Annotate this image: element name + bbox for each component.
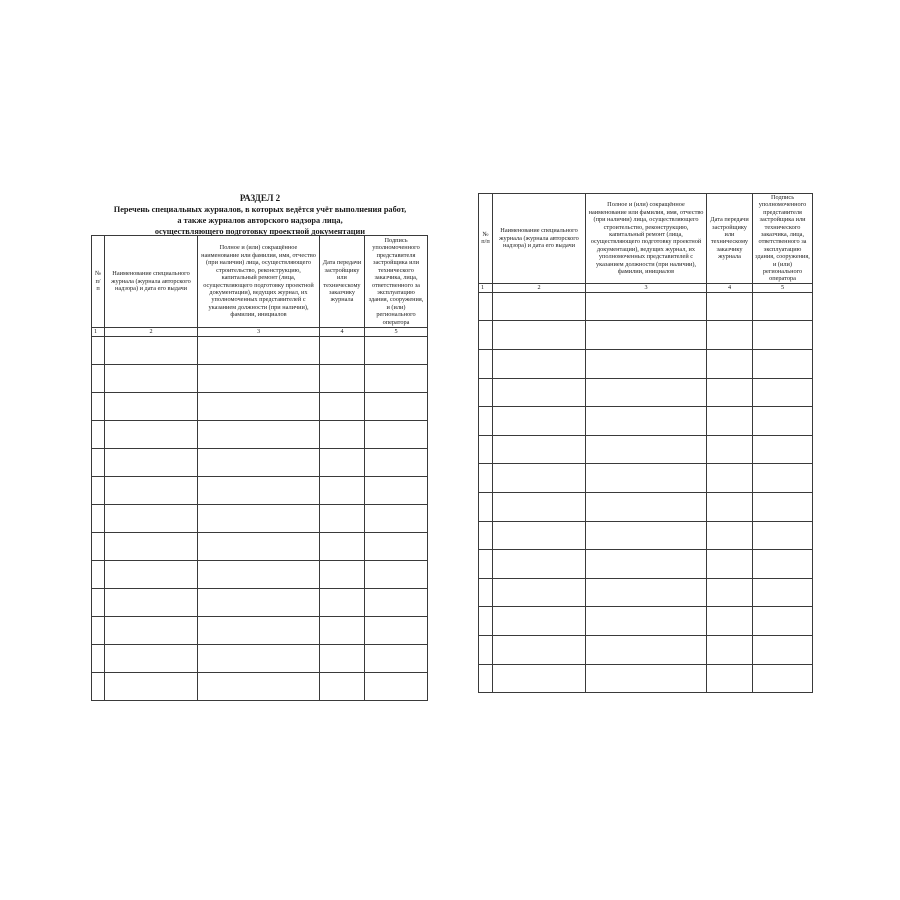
empty-cell: [479, 464, 493, 493]
table-row: [92, 673, 428, 701]
empty-cell: [707, 521, 753, 550]
empty-cell: [365, 449, 428, 477]
caption-line-1: Перечень специальных журналов, в которых ведётся учёт выполнения работ,: [113, 205, 407, 214]
empty-cell: [320, 477, 365, 505]
empty-cell: [493, 350, 586, 379]
empty-cell: [707, 378, 753, 407]
table-row: [479, 521, 813, 550]
empty-cell: [365, 533, 428, 561]
column-number-1: 1: [92, 328, 105, 337]
column-number-5: 5: [753, 283, 813, 292]
empty-cell: [586, 378, 707, 407]
empty-cell: [753, 350, 813, 379]
empty-cell: [753, 378, 813, 407]
empty-cell: [365, 673, 428, 701]
empty-cell: [198, 561, 320, 589]
table-row: [479, 578, 813, 607]
column-header-transfer-date: Дата передачи застройщику или техническому заказчику журнала: [320, 236, 365, 328]
empty-cell: [92, 337, 105, 365]
empty-cell: [92, 561, 105, 589]
empty-cell: [105, 533, 198, 561]
empty-cell: [320, 337, 365, 365]
empty-cell: [320, 393, 365, 421]
empty-cell: [493, 464, 586, 493]
empty-cell: [198, 505, 320, 533]
empty-cell: [493, 578, 586, 607]
table-row: [92, 505, 428, 533]
empty-cell: [707, 664, 753, 693]
empty-cell: [105, 365, 198, 393]
table-row: [479, 550, 813, 579]
empty-cell: [105, 589, 198, 617]
empty-cell: [707, 350, 753, 379]
column-header-responsible-person: Полное и (или) сокращённое наименование или фамилия, имя, отчество (при наличии) лица, осуществляющего строительство, реконструкцию, капитальный ремонт (лица, осуществляющего подготовку проектной документации), ведущих журнал, их уполномоченных представителей с указанием должности (при наличии), фамилии, инициалов: [198, 236, 320, 328]
table-row: [92, 561, 428, 589]
empty-cell: [365, 505, 428, 533]
column-header-transfer-date: Дата передачи застройщику или техническому заказчику журнала: [707, 194, 753, 284]
empty-cell: [586, 550, 707, 579]
empty-cell: [365, 617, 428, 645]
empty-cell: [479, 664, 493, 693]
empty-cell: [479, 435, 493, 464]
column-number-4: 4: [320, 328, 365, 337]
empty-cell: [753, 435, 813, 464]
empty-cell: [92, 589, 105, 617]
empty-cell: [707, 292, 753, 321]
empty-cell: [707, 578, 753, 607]
empty-cell: [320, 673, 365, 701]
empty-cell: [493, 292, 586, 321]
table-row: [479, 435, 813, 464]
empty-cell: [753, 407, 813, 436]
empty-cell: [707, 493, 753, 522]
column-header-number: № п/п: [92, 236, 105, 328]
empty-cell: [493, 550, 586, 579]
empty-cell: [479, 578, 493, 607]
table-row: [479, 493, 813, 522]
column-header-journal-name: Наименование специального журнала (журнала авторского надзора) и дата его выдачи: [493, 194, 586, 284]
empty-cell: [320, 561, 365, 589]
empty-cell: [320, 421, 365, 449]
empty-cell: [479, 636, 493, 665]
empty-cell: [479, 350, 493, 379]
empty-cell: [92, 449, 105, 477]
empty-cell: [479, 607, 493, 636]
empty-cell: [198, 421, 320, 449]
empty-cell: [92, 365, 105, 393]
empty-cell: [92, 505, 105, 533]
empty-cell: [198, 393, 320, 421]
table-row: [92, 589, 428, 617]
table-row: [479, 636, 813, 665]
column-header-signature: Подпись уполномоченного представителя застройщика или технического заказчика, лица, ответственного за эксплуатацию здания, сооружения, и (или) регионального оператора: [365, 236, 428, 328]
table-row: [92, 645, 428, 673]
empty-cell: [365, 393, 428, 421]
empty-cell: [479, 550, 493, 579]
empty-cell: [753, 493, 813, 522]
empty-cell: [586, 292, 707, 321]
empty-cell: [479, 378, 493, 407]
empty-cell: [753, 521, 813, 550]
empty-cell: [753, 578, 813, 607]
table-row: [479, 350, 813, 379]
table-row: [479, 378, 813, 407]
table-row: [479, 664, 813, 693]
empty-cell: [105, 393, 198, 421]
column-number-2: 2: [493, 283, 586, 292]
empty-cell: [320, 449, 365, 477]
empty-cell: [198, 617, 320, 645]
empty-cell: [586, 350, 707, 379]
empty-cell: [707, 550, 753, 579]
empty-cell: [707, 407, 753, 436]
empty-cell: [320, 505, 365, 533]
empty-cell: [586, 321, 707, 350]
empty-cell: [753, 464, 813, 493]
column-number-4: 4: [707, 283, 753, 292]
empty-cell: [92, 477, 105, 505]
table-row: [92, 617, 428, 645]
empty-cell: [365, 421, 428, 449]
empty-cell: [586, 435, 707, 464]
column-number-3: 3: [586, 283, 707, 292]
empty-cell: [493, 636, 586, 665]
empty-cell: [105, 421, 198, 449]
empty-cell: [320, 533, 365, 561]
empty-cell: [753, 321, 813, 350]
empty-cell: [586, 521, 707, 550]
empty-cell: [92, 533, 105, 561]
table-row: [479, 607, 813, 636]
empty-cell: [753, 664, 813, 693]
empty-cell: [92, 673, 105, 701]
empty-cell: [105, 645, 198, 673]
empty-cell: [198, 449, 320, 477]
empty-cell: [479, 521, 493, 550]
section-heading: [90, 193, 430, 237]
empty-cell: [586, 493, 707, 522]
column-header-responsible-person: Полное и (или) сокращённое наименование или фамилия, имя, отчество (при наличии) лица, осуществляющего строительство, реконструкцию, капитальный ремонт (лица, осуществляющего подготовку проектной документации), ведущих журнал, их уполномоченных представителей с указанием должности (при наличии), фамилии, инициалов: [586, 194, 707, 284]
section-title: РАЗДЕЛ 2: [239, 193, 281, 203]
empty-cell: [198, 645, 320, 673]
empty-cell: [198, 673, 320, 701]
empty-cell: [320, 645, 365, 673]
empty-cell: [92, 421, 105, 449]
empty-cell: [105, 505, 198, 533]
empty-cell: [320, 589, 365, 617]
empty-cell: [479, 292, 493, 321]
table-row: [92, 533, 428, 561]
empty-cell: [586, 664, 707, 693]
table-row: [92, 393, 428, 421]
empty-cell: [105, 477, 198, 505]
empty-cell: [105, 673, 198, 701]
empty-cell: [479, 407, 493, 436]
empty-cell: [198, 533, 320, 561]
table-row: [479, 321, 813, 350]
caption-line-3: осуществляющего подготовку проектной документации: [154, 227, 366, 236]
empty-cell: [493, 378, 586, 407]
column-header-journal-name: Наименование специального журнала (журнала авторского надзора) и дата его выдачи: [105, 236, 198, 328]
empty-cell: [320, 365, 365, 393]
empty-cell: [493, 607, 586, 636]
table-row: [92, 449, 428, 477]
empty-cell: [586, 636, 707, 665]
empty-cell: [365, 477, 428, 505]
empty-cell: [586, 464, 707, 493]
empty-cell: [493, 521, 586, 550]
empty-cell: [707, 607, 753, 636]
table-row: [479, 407, 813, 436]
table-row: [92, 477, 428, 505]
empty-cell: [365, 645, 428, 673]
empty-cell: [493, 321, 586, 350]
column-number-5: 5: [365, 328, 428, 337]
empty-cell: [753, 292, 813, 321]
empty-cell: [320, 617, 365, 645]
column-number-1: 1: [479, 283, 493, 292]
empty-cell: [92, 393, 105, 421]
empty-cell: [365, 365, 428, 393]
column-header-signature: Подпись уполномоченного представителя застройщика или технического заказчика, лица, ответственного за эксплуатацию здания, сооружения, и (или) регионального оператора: [753, 194, 813, 284]
empty-cell: [753, 636, 813, 665]
empty-cell: [493, 493, 586, 522]
table-row: [92, 337, 428, 365]
empty-cell: [707, 636, 753, 665]
right-page-journal-table: [478, 193, 813, 693]
empty-cell: [493, 664, 586, 693]
empty-cell: [198, 337, 320, 365]
caption-line-2: а также журналов авторского надзора лица,: [177, 216, 343, 225]
empty-cell: [479, 493, 493, 522]
empty-cell: [707, 464, 753, 493]
empty-cell: [753, 550, 813, 579]
empty-cell: [105, 617, 198, 645]
empty-cell: [707, 321, 753, 350]
empty-cell: [707, 435, 753, 464]
empty-cell: [92, 645, 105, 673]
empty-cell: [105, 337, 198, 365]
table-row: [479, 292, 813, 321]
empty-cell: [493, 407, 586, 436]
empty-cell: [365, 589, 428, 617]
empty-cell: [753, 607, 813, 636]
table-row: [92, 421, 428, 449]
empty-cell: [105, 561, 198, 589]
empty-cell: [365, 337, 428, 365]
empty-cell: [198, 477, 320, 505]
column-header-number: № п/п: [479, 194, 493, 284]
empty-cell: [105, 449, 198, 477]
empty-cell: [586, 578, 707, 607]
empty-cell: [92, 617, 105, 645]
empty-cell: [198, 365, 320, 393]
empty-cell: [479, 321, 493, 350]
empty-cell: [198, 589, 320, 617]
left-page-journal-table: [91, 235, 428, 701]
empty-cell: [365, 561, 428, 589]
table-row: [92, 365, 428, 393]
table-row: [479, 464, 813, 493]
empty-cell: [586, 407, 707, 436]
column-number-2: 2: [105, 328, 198, 337]
empty-cell: [586, 607, 707, 636]
column-number-3: 3: [198, 328, 320, 337]
empty-cell: [493, 435, 586, 464]
